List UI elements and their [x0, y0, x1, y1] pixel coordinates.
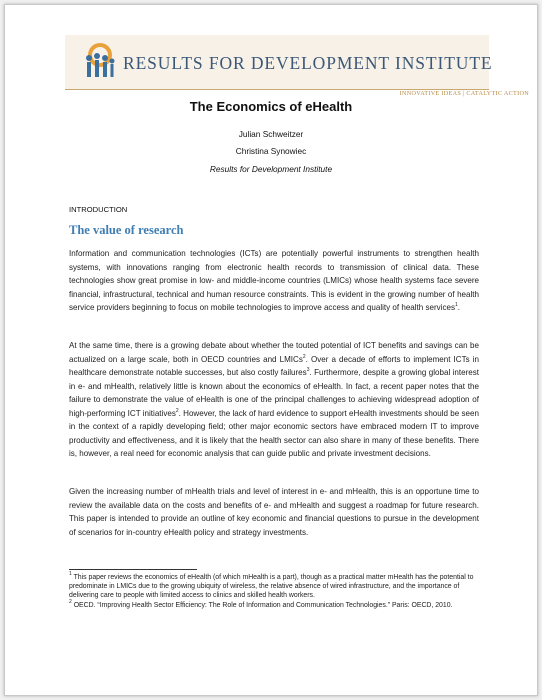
body-paragraph: [69, 485, 479, 539]
paragraph-text: At the same time, there is a growing debate about whether the touted potential of ICT benefits and savings can be actualized on a large scale, both in OECD countries and LMICs: [69, 341, 479, 364]
author-affiliation: Results for Development Institute: [209, 164, 333, 174]
footnote-reference: 3: [306, 367, 310, 374]
section-heading: The value of research: [69, 223, 184, 237]
author-name: Julian Schweitzer: [238, 129, 304, 139]
footnote-number: 2: [69, 598, 72, 605]
footnote: [69, 598, 479, 610]
section-label: INTRODUCTION: [69, 205, 128, 214]
people-figures-logo-icon: [79, 41, 119, 83]
page-content: [5, 5, 537, 695]
author-name: Christina Synowiec: [235, 146, 307, 156]
paragraph-text: . Furthermore, despite a growing global interest in e- and mHealth, relatively little is known about the economics of eHealth. In fact, a recent paper notes that the failure to demonstrate the value of eHealth is one of the principal challenges to achieving widespread adoption of high-performing ICT initiatives: [69, 368, 480, 418]
org-tagline: INNOVATIVE IDEAS | CATALYTIC ACTION: [399, 90, 529, 97]
footnote-divider: [69, 569, 197, 570]
footnote-reference: 2: [302, 353, 306, 360]
paragraph-text: .: [457, 303, 461, 313]
footnote-text: OECD. “Improving Health Sector Efficiency: The Role of Information and Communication Technologies.” Paris: OECD, 2010.: [71, 601, 453, 609]
footnote-number: 1: [69, 571, 72, 577]
paragraph-text: Information and communication technologies (ICTs) are potentially powerful instruments to strengthen health systems, with innovations ranging from electronic health records to transmission of clinical data. These technologies show great promise in low- and middle-income countries (LMICs) whose health systems face severe financial, infrastructural, technical and human resource constraints. This is evident in the growing number of health service providers beginning to focus on mobile technologies to improve access and quality of health services: [69, 249, 479, 313]
footnotes: [69, 573, 479, 610]
paragraph-text: . However, the lack of hard evidence to support eHealth investments should be seen in the context of a rapidly developing field; other major economic sectors have embraced modern IT to improve productivity and effectiveness, and it is likely that the health sector can also share in many of these benefits. There is, however, a real need for economic analysis that can guide public and private investment decisions.: [69, 408, 479, 459]
footnote: [69, 573, 479, 601]
document-title: The Economics of eHealth: [189, 99, 353, 114]
letterhead-banner: [65, 35, 493, 90]
org-name: RESULTS FOR DEVELOPMENT INSTITUTE: [123, 53, 493, 73]
footnote-reference: 1: [455, 302, 458, 309]
footnote-text: This paper reviews the economics of eHealth (of which mHealth is a part), though as a practical matter mHealth has the potential to predominate in LMICs due to the growing ubiquity of wireless, the relative absence of wired infrastructure, and the importance of delivering care to people with limited access to clinics and skilled health workers.: [69, 574, 474, 600]
paragraph-text: . Over a decade of efforts to implement ICTs in healthcare demonstrate notable successes, but also costly failures: [69, 354, 479, 378]
body-paragraph: [69, 247, 479, 315]
paragraph-text: Given the increasing number of mHealth trials and level of interest in e- and mHealth, this is an opportune time to review the available data on the costs and benefits of e- and mHealth and suggest a roadmap for future research. This paper is intended to provide an outline of key economic and financial questions to pursue in the development of scenarios for in-country eHealth policy and strategy investments.: [69, 487, 479, 537]
document-page: [4, 4, 538, 696]
body-paragraph: [69, 339, 479, 461]
footnote-reference: 2: [175, 407, 179, 414]
